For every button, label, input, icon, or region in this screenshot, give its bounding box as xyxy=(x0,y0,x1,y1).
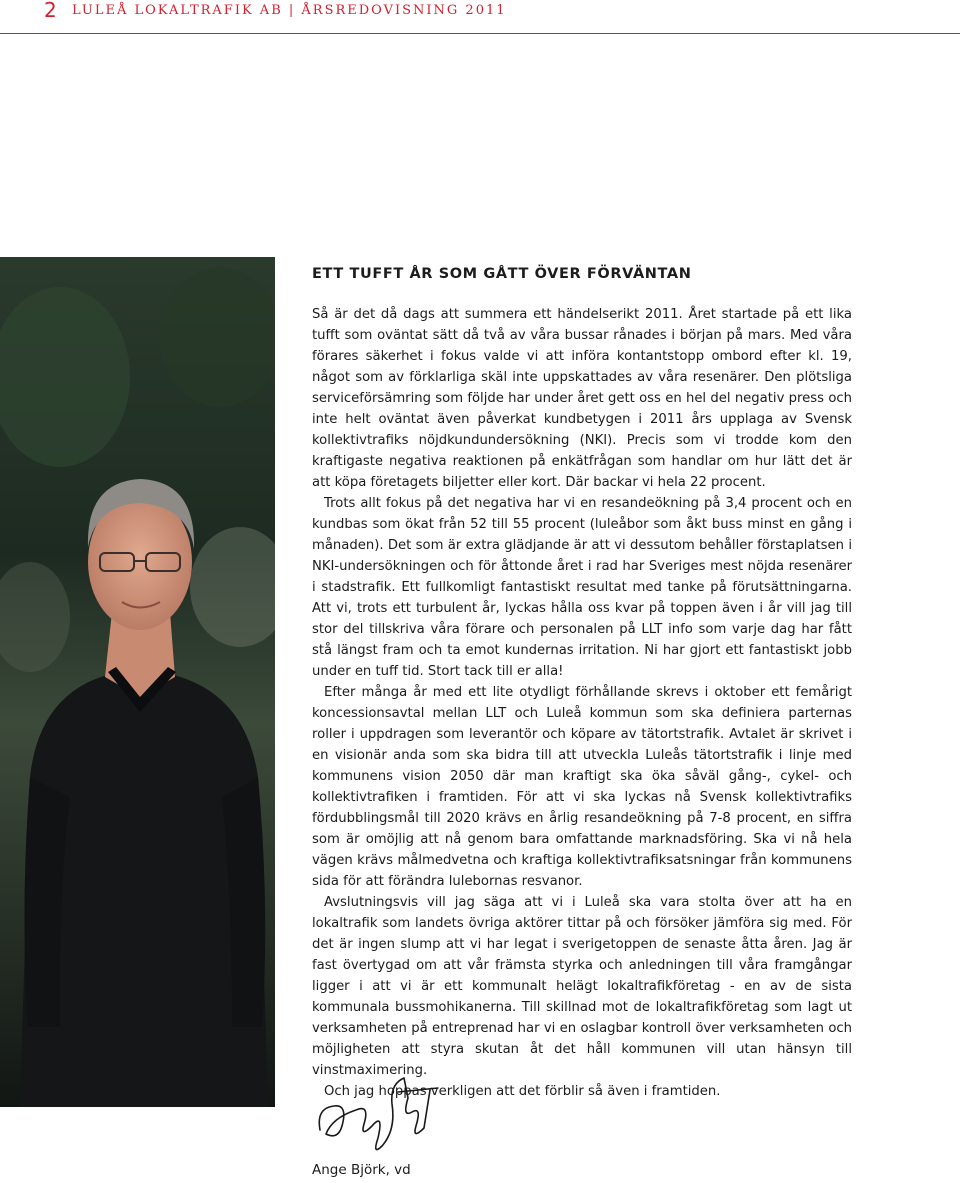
header-rule xyxy=(0,33,960,34)
article-paragraph: Så är det då dags att summera ett händelserikt 2011. Året startade på ett lika tufft som oväntat sätt då två av våra bussar rånades i början på mars. Med våra förares säkerhet i fokus valde vi att införa kontantstopp ombord efter kl. 19, något som av förklarliga skäl inte uppskattades av våra resenärer. Den plötsliga serviceförsämring som följde har under året gett oss en hel del negativ press och inte helt oväntat även påverkat kundbetygen i 2011 års upplaga av Svensk kollektivtrafiks nöjdkundundersökning (NKI). Precis som vi trodde kom den kraftigaste negativa reaktionen på enkätfrågan som handlar om hur lätt det är att köpa företagets biljetter eller kort. Där backar vi hela 22 procent. xyxy=(312,307,852,490)
article-paragraph: Avslutningsvis vill jag säga att vi i Luleå ska vara stolta över att ha en lokaltrafik som landets övriga aktörer tittar på och försöker jämföra sig med. För det är ingen slump att vi har legat i sverigetoppen de senaste åtta åren. Jag är fast övertygad om att vår främsta styrka och anledningen till våra framgångar ligger i att vi är ett kommunalt helägt lokaltrafikföretag - en av de sista kommunala bussmohikanerna. Till skillnad mot de lokaltrafikföretag som lagt ut verksamheten på entreprenad har vi en oslagbar kontroll över verksamheten och möjligheten att styra skutan åt det håll kommunen vill utan hänsyn till vinstmaximering. xyxy=(312,895,852,1078)
article-paragraph: Efter många år med ett lite otydligt förhållande skrevs i oktober ett femårigt koncessionsavtal mellan LLT och Luleå kommun som ska definiera parternas roller i uppdragen som leverantör och köpare av tätortstrafik. Avtalet är skrivet i en visionär anda som ska bidra till att utveckla Luleås tätortstrafik i linje med kommunens vision 2050 där man kraftigt ska öka såväl gång-, cykel- och kollektivtrafiken i framtiden. För att vi ska lyckas nå Svensk kollektivtrafiks fördubblingsmål till 2020 krävs en årlig resandeökning på 7-8 procent, en siffra som är omöjlig att nå genom bara omfattande marknadsföring. Ska vi nå hela vägen krävs målmedvetna och kraftiga kollektivtrafiksatsningar från kommunens sida för att förändra lulebornas resvanor. xyxy=(312,685,852,889)
page-header xyxy=(0,0,960,40)
signatory-name: Ange Björk, vd xyxy=(312,1162,411,1178)
running-head: LULEÅ LOKALTRAFIK AB | ÅRSREDOVISNING 2011 xyxy=(72,3,507,18)
article-heading: ETT TUFFT ÅR SOM GÅTT ÖVER FÖRVÄNTAN xyxy=(312,266,692,282)
article-paragraph: Trots allt fokus på det negativa har vi en resandeökning på 3,4 procent och en kundbas som ökat från 52 till 55 procent (luleåbor som åkt buss minst en gång i månaden). Det som är extra glädjande är att vi dessutom behåller förstaplatsen i NKI-undersökningen och för åttonde året i rad har Sveriges mest nöjda resenärer i stadstrafik. Ett fullkomligt fantastiskt resultat med tanke på förutsättningarna. Att vi, trots ett turbulent år, lyckas hålla oss kvar på toppen även i år vill jag till stor del tillskriva våra förare och personalen på LLT info som varje dag har fått stå längst fram och ta emot kundernas irritation. Ni har gjort ett fantastiskt jobb under en tuff tid. Stort tack till er alla! xyxy=(312,496,852,679)
article-paragraph: Och jag hoppas verkligen att det förblir så även i framtiden. xyxy=(324,1084,721,1099)
page-number: 2 xyxy=(44,0,57,22)
portrait-photo xyxy=(0,257,275,1107)
handwritten-signature xyxy=(312,1068,442,1160)
portrait-illustration xyxy=(0,257,275,1107)
article xyxy=(312,266,852,1102)
